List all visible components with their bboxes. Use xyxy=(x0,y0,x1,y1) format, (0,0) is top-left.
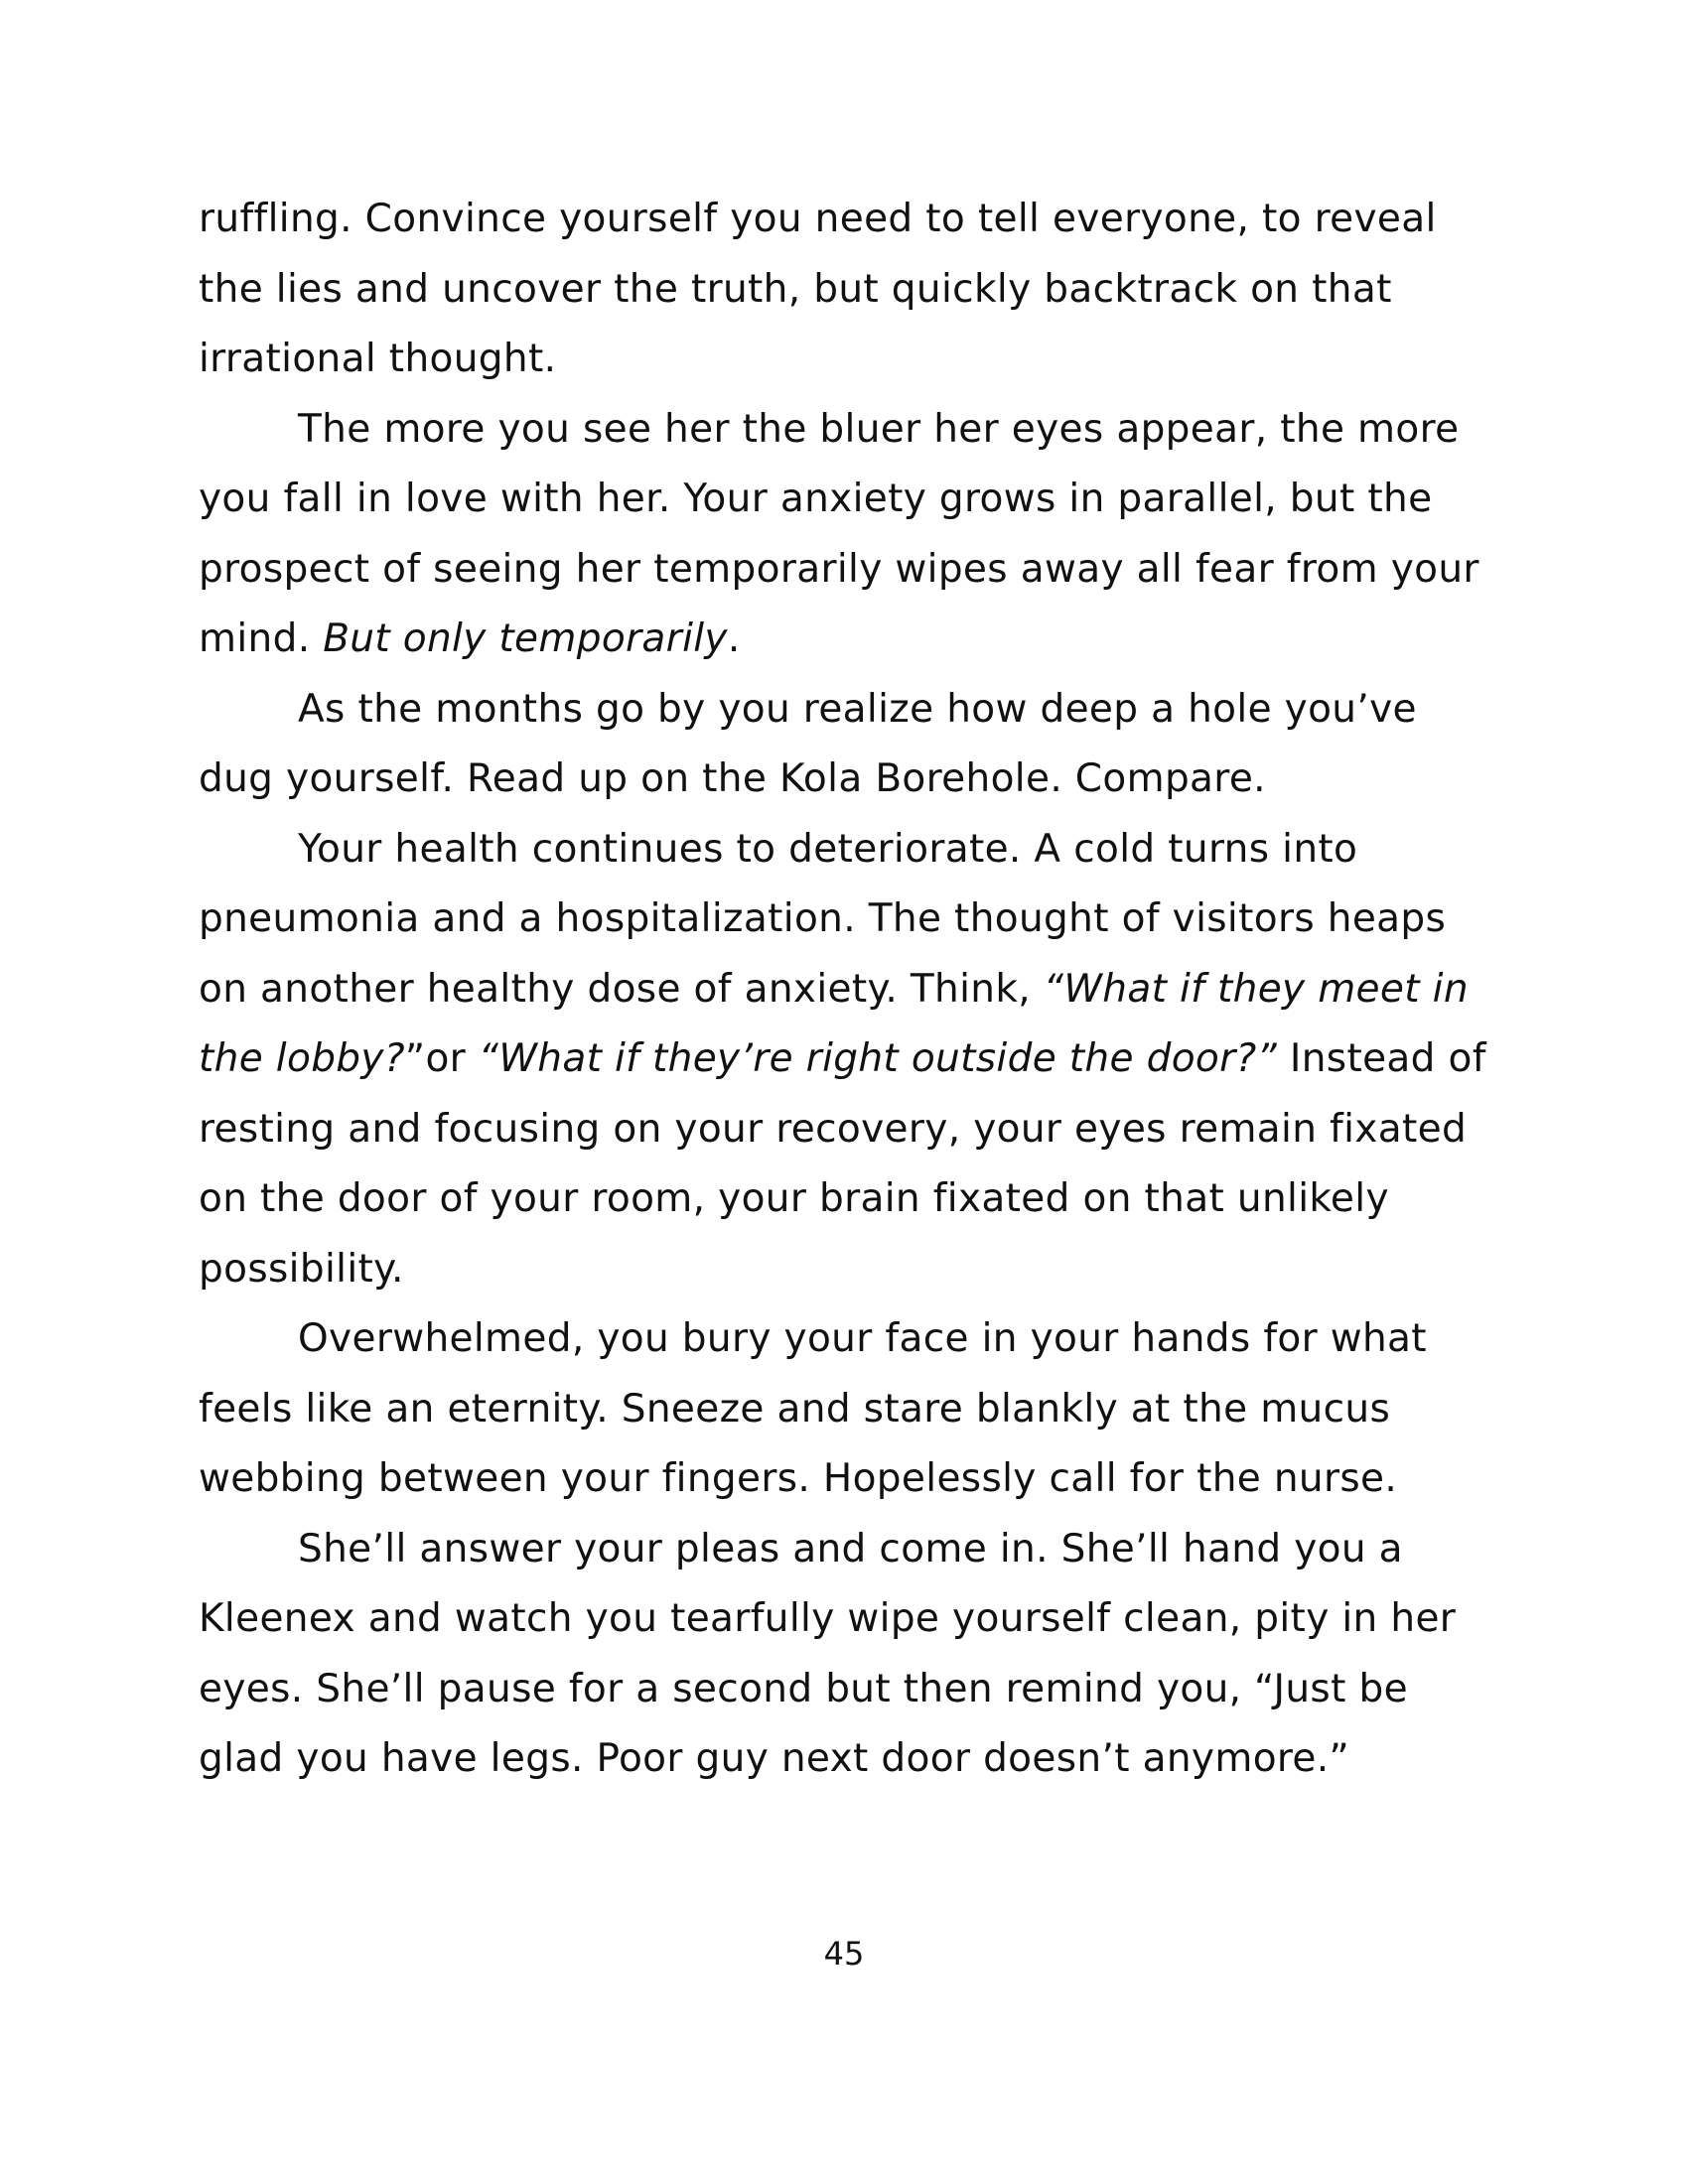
page-number: 45 xyxy=(823,1935,865,1973)
paragraph-2 xyxy=(199,395,1489,675)
paragraph-1 xyxy=(199,185,1489,395)
text-run: Your health continues to deteriorate. A cold turns into pneumonia and a hospitalization. The thought of visitors heaps on another healthy dose of anxiety. Think, xyxy=(199,826,1447,1012)
text-run: The more you see her the bluer her eyes appear, the more you fall in love with her. Your anxiety grows in parallel, but the prospect of seeing her temporarily wipes away all fear from your mind. xyxy=(199,406,1479,661)
text-run: ruffling. Convince yourself you need to tell everyone, to reveal the lies and uncover the truth, but quickly backtrack on that irrational thought. xyxy=(199,197,1437,381)
italic-text-run: “What if they meet in the lobby? xyxy=(199,966,1469,1081)
text-run: She’ll answer your pleas and come in. She’ll hand you a Kleenex and watch you tearfully wipe yourself clean, pity in her eyes. She’ll pause for a second but then remind you, “Just be glad you have legs. Poor guy next door doesn’t anymore.” xyxy=(199,1526,1457,1781)
text-run: . xyxy=(727,616,741,661)
text-run: As the months go by you realize how deep a hole you’ve dug yourself. Read up on the Kola Borehole. Compare. xyxy=(199,686,1417,801)
paragraph-4 xyxy=(199,815,1489,1305)
body-text xyxy=(199,185,1489,1795)
text-run: ”or xyxy=(404,1036,479,1081)
text-run: Instead of resting and focusing on your recovery, your eyes remain fixated on the door of your room, your brain fixated on that unlikely possibility. xyxy=(199,1036,1486,1292)
italic-text-run: But only temporarily xyxy=(323,616,728,661)
text-run: Overwhelmed, you bury your face in your hands for what feels like an eternity. Sneeze and stare blankly at the mucus webbing between your fingers. Hopelessly call for the nurse. xyxy=(199,1316,1427,1501)
paragraph-3 xyxy=(199,675,1489,815)
italic-text-run: “What if they’re right outside the door?” xyxy=(478,1036,1278,1081)
paragraph-5 xyxy=(199,1304,1489,1515)
paragraph-6 xyxy=(199,1515,1489,1795)
